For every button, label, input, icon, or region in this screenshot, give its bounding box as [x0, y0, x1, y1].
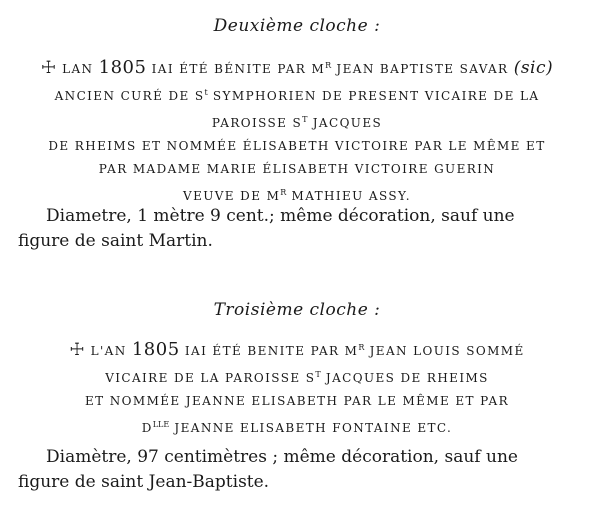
cross-icon: ☩ — [40, 58, 57, 78]
sic-note: (sic) — [513, 58, 554, 78]
bell3-inscription-line-1: ☩ L'AN 1805 IAI ÉTÉ BENITE PAR $M^R$ JEAN LOUIS SOMMÉ — [69, 339, 525, 360]
bell2-heading: Deuxième cloche : — [213, 16, 381, 36]
bell2-inscription-line-2: ANCIEN CURÉ DE $S^t$ SYMPHORIEN DE PRESENT VICAIRE DE LA — [54, 88, 540, 103]
bell3-inscription — [0, 336, 594, 440]
bell3-description-line-1: Diamètre, 97 centimètres ; même décoration, sauf une — [46, 447, 518, 467]
year: 1805 — [98, 57, 147, 78]
bell2-inscription — [0, 54, 594, 208]
bell3-inscription-line-4: $D^{LLE}$ JEANNE ELISABETH FONTAINE ETC. — [141, 420, 453, 435]
bell3-inscription-line-3: ET NOMMÉE JEANNE ELISABETH PAR LE MÊME ET PAR — [84, 394, 510, 408]
cross-icon: ☩ — [69, 340, 85, 360]
bell2-inscription-line-1: ☩ LAN 1805 IAI ÉTÉ BÉNITE PAR $M^R$ JEAN BAPTISTE SAVAR (sic) — [40, 57, 554, 78]
bell3-description-line-2: figure de saint Jean-Baptiste. — [18, 472, 270, 492]
bell2-description-line-2: figure de saint Martin. — [18, 231, 213, 251]
bell2-inscription-line-6: VEUVE DE $M^R$ MATHIEU ASSY. — [183, 188, 411, 203]
year: 1805 — [131, 339, 180, 360]
bell3-heading: Troisième cloche : — [213, 300, 381, 320]
bell2-inscription-line-5: PAR MADAME MARIE ÉLISABETH VICTOIRE GUERIN — [98, 162, 496, 176]
bell3-inscription-line-2: VICAIRE DE LA PAROISSE $S^T$ JACQUES DE RHEIMS — [105, 370, 489, 385]
bell2-inscription-line-3: PAROISSE $S^T$ JACQUES — [211, 115, 383, 130]
bell2-description-line-1: Diametre, 1 mètre 9 cent.; même décoration, sauf une — [46, 206, 515, 226]
bell2-inscription-line-4: DE RHEIMS ET NOMMÉE ÉLISABETH VICTOIRE PAR LE MÊME ET — [48, 139, 546, 153]
